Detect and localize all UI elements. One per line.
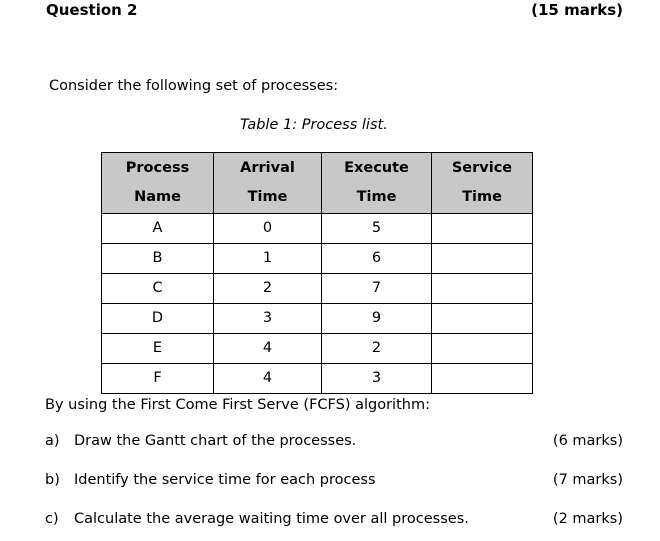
cell-service-time (432, 364, 533, 394)
item-b-marks: (7 marks) (552, 472, 623, 488)
cell-process-name: F (102, 364, 214, 394)
table-row (102, 214, 533, 244)
item-b-text: Identify the service time for each process (74, 472, 376, 488)
header-label: Time (247, 189, 288, 205)
header-label: Arrival (240, 160, 295, 176)
header-label: Name (134, 189, 181, 205)
cell-execute-time: 9 (322, 304, 432, 334)
header-process-name (102, 153, 214, 214)
item-b-letter: b) (45, 472, 60, 488)
cell-service-time (432, 274, 533, 304)
cell-execute-time: 5 (322, 214, 432, 244)
header-execute-time (322, 153, 432, 214)
cell-arrival-time: 3 (214, 304, 322, 334)
question-marks: (15 marks) (531, 1, 623, 19)
item-c-letter: c) (45, 511, 59, 527)
table-row (102, 334, 533, 364)
cell-execute-time: 7 (322, 274, 432, 304)
header-label: Service (451, 160, 513, 176)
cell-execute-time: 6 (322, 244, 432, 274)
cell-arrival-time: 4 (214, 364, 322, 394)
header-label: Execute (344, 160, 409, 176)
cell-service-time (432, 334, 533, 364)
process-table (101, 152, 533, 394)
table-row (102, 364, 533, 394)
cell-process-name: C (102, 274, 214, 304)
item-a-text: Draw the Gantt chart of the processes. (74, 433, 357, 449)
item-c-marks: (2 marks) (552, 511, 623, 527)
table-caption: Table 1: Process list. (240, 117, 388, 133)
cell-execute-time: 2 (322, 334, 432, 364)
header-label: Time (356, 189, 397, 205)
cell-service-time (432, 214, 533, 244)
header-arrival-time (214, 153, 322, 214)
item-a-marks: (6 marks) (552, 433, 623, 449)
header-service-time (432, 153, 533, 214)
item-a-letter: a) (45, 433, 60, 449)
header-label: Time (462, 189, 502, 205)
header-label: Process (125, 160, 190, 176)
cell-process-name: A (102, 214, 214, 244)
cell-arrival-time: 4 (214, 334, 322, 364)
cell-service-time (432, 244, 533, 274)
item-c-text: Calculate the average waiting time over all processes. (74, 511, 469, 527)
intro-text: Consider the following set of processes: (49, 78, 339, 94)
cell-execute-time: 3 (322, 364, 432, 394)
table-row (102, 244, 533, 274)
cell-service-time (432, 304, 533, 334)
algorithm-instruction: By using the First Come First Serve (FCFS) algorithm: (45, 397, 430, 413)
cell-process-name: D (102, 304, 214, 334)
table-row (102, 304, 533, 334)
cell-arrival-time: 2 (214, 274, 322, 304)
cell-arrival-time: 1 (214, 244, 322, 274)
table-header-row (102, 153, 533, 214)
cell-process-name: B (102, 244, 214, 274)
cell-process-name: E (102, 334, 214, 364)
cell-arrival-time: 0 (214, 214, 322, 244)
table-row (102, 274, 533, 304)
question-title: Question 2 (46, 1, 138, 19)
